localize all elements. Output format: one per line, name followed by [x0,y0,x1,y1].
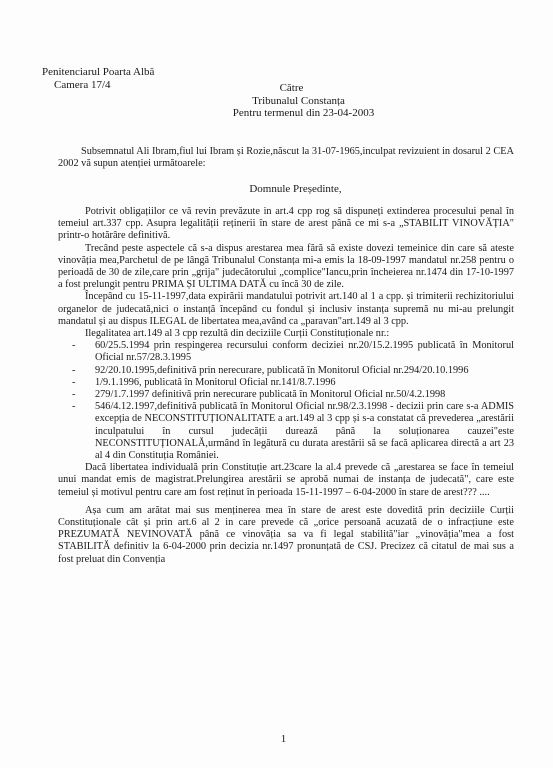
list-item [58,365,514,377]
recipient-court: Tribunalul Constanța [252,94,345,107]
list-dash: - [72,340,76,352]
hearing-date: Pentru termenul din 23-04-2003 [232,107,375,120]
page-number: 1 [280,733,287,745]
list-item-text: 546/4.12.1997,definitivă publicată în Monitorul Oficial nr.98/2.3.1998 - decizii prin care s-a ADMIS excepția de NECONSTITUȚIONALITATE a art.149 al 3 cpp și s-a constatat că prevederea „arestării inculpatului în cursul judecății durează până la soluționarea cauzei"este NECONSTITUȚIONALĂ,urmând în legătură cu durata arestării să se facă aplicarea directă a art 23 al 4 din Constituția României. [95,401,514,462]
paragraph-2: Trecând peste aspectele că s-a dispus arestarea mea fără să existe dovezi temeinice din care să ateste vinovăția mea,Parchetul de pe lângă Tribunalul Constanța mi-a emis la 18-09-1997 mandatul nr.258 pentru o perioadă de 30 de zile,care prin „grija" judecătorului „complice"Iancu,prin încheierea nr.1474 din 17-10-1997 a fost prelungit pentru PRIMA ȘI ULTIMA DATĂ cu încă 30 de zile. [58,242,514,291]
list-item-text: 92/20.10.1995,definitivă prin nerecurare, publicată în Monitorul Oficial nr.294/20.10.1996 [95,364,469,376]
paragraph-3: Începând cu 15-11-1997,data expirării mandatului potrivit art.140 al 1 a cpp. și trimiterii rechizitoriului organelor de judecată,nici o instanță începând cu fondul și inclusiv instanța supremă nu mi-au prelungit mandatul și au dispus ILEGAL de libertatea mea,având ca „paravan"art.149 al 3 cpp. [58,291,514,327]
list-item-text: 279/1.7.1997 definitivă prin nerecurare publicată în Monitorul Oficial nr.50/4.2.1998 [95,389,446,401]
list-item [58,377,514,389]
paragraph-6: Așa cum am arătat mai sus menținerea mea în stare de arest este dovedită prin deciziile Curții Constituționale cât și prin art.6 al 2 in care prevede că „orice persoană acuzată de o infracțiune este PREZUMATĂ NEVINOVATĂ până ce vinovăția sa va fi legal stabilită"iar „vinovăția"mea a fost STABILITĂ definitiv la 6-04-2000 prin decizia nr.1497 pronunțată de CSJ. Precizez că citatul de mai sus a fost preluat din Convenția [58,504,514,565]
intro-text: Subsemnatul Ali Ibram,fiul lui Ibram și Rozie,născut la 31-07-1965,inculpat revizuient in dosarul 2 CEA 2002 vă supun atenției următoarele: [58,146,514,170]
list-item [58,401,514,462]
list-dash: - [72,389,76,401]
salutation: Domnule Președinte, [249,183,342,195]
recipient-to: Către [279,82,304,94]
list-item [58,340,514,364]
list-item-text: 60/25.5.1994 prin respingerea recursului conform deciziei nr.20/15.2.1995 publicată în Monitorul Oficial nr.57/28.3.1995 [95,340,514,364]
sender-cell: Camera 17/4 [54,79,111,91]
list-item-text: 1/9.1.1996, publicată în Monitorul Oficial nr.141/8.7.1996 [95,376,336,388]
list-dash: - [72,401,76,413]
intro-paragraph [58,146,514,170]
paragraph-1: Potrivit obligațiilor ce vă revin prevăzute in art.4 cpp rog să dispuneți extinderea procesului penal în temeiul art.337 cpp. Asupra legalității reținerii în stare de arest până ce mi s-a „STABILIT VINOVĂȚIA" printr-o hotărâre definitivă. [58,206,514,242]
list-dash: - [72,376,76,388]
recipient-address [0,82,553,120]
paragraph-5: Dacă libertatea individuală prin Constituție art.23care la al.4 prevede că „arestarea se face în temeiul unui mandat emis de magistrat.Prelungirea arestării se aprobă numai de instanța de judecată", care este temeiul și motivul pentru care am fost reținut în perioada 15-11-1997 – 6-04-2000 în stare de arest??? .... [58,462,514,498]
paragraph-4: Ilegalitatea art.149 al 3 cpp rezultă din deciziile Curții Constituționale nr.: [85,328,390,340]
sender-institution: Penitenciarul Poarta Albă [42,66,155,78]
letter-body [58,206,514,566]
list-dash: - [72,364,76,376]
list-item [58,389,514,401]
decision-list [58,340,514,462]
